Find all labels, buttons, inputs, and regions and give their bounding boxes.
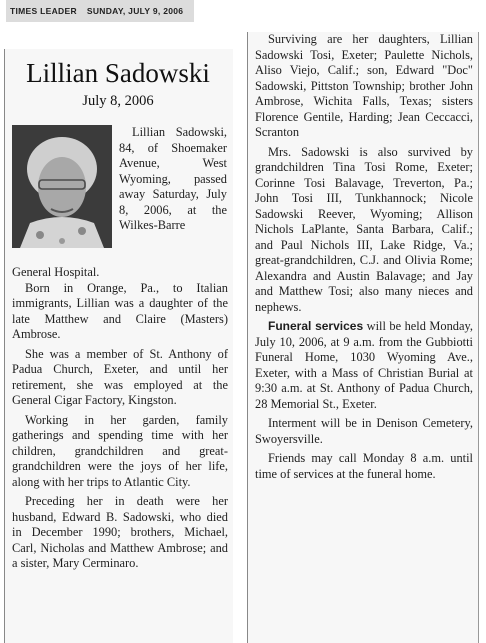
newspaper-name: TIMES LEADER xyxy=(10,6,77,16)
obituary-date: July 8, 2006 xyxy=(82,93,154,109)
obituary-name: Lillian Sadowski xyxy=(26,58,210,88)
portrait-illustration xyxy=(12,125,112,248)
funeral-label: Funeral services xyxy=(268,319,364,333)
obituary-intro: Lillian Sadowski, 84, of Shoemaker Avenue, West Wyoming, passed away Saturday, July 8, 2006, at the Wilkes-Barre xyxy=(119,125,227,232)
paragraph: Interment will be in Denison Cemetery, Swoyersville. xyxy=(255,416,473,446)
obituary-left-text xyxy=(12,265,228,572)
paragraph: Working in her garden, family gatherings and spending time with her children, grandchildren and great-grandchildren were the joys of her life, along with her trips to Atlantic City. xyxy=(12,412,228,489)
paragraph: Surviving are her daughters, Lillian Sadowski Tosi, Exeter; Paulette Nichols, Aliso Viejo, Calif.; son, Edward "Doc" Sadowski, Pittston Township; brother John Ambrose, Wichita Falls, Texas; sisters Florence Gentile, Harding; Jean Ceccacci, Scranton xyxy=(255,32,473,139)
newspaper-masthead xyxy=(6,0,194,22)
paragraph: General Hospital. xyxy=(12,265,100,279)
obituary-right-text xyxy=(255,32,473,482)
paragraph: Friends may call Monday 8 a.m. until time of services at the funeral home. xyxy=(255,451,473,481)
paragraph: She was a member of St. Anthony of Padua Church, Exeter, and until her retirement, she was employed at the General Cigar Factory, Kingston. xyxy=(12,346,228,407)
funeral-text: will be held Monday, July 10, 2006, at 9 a.m. from the Gubbiotti Funeral Home, 1030 Wyoming Ave., Exeter, with a Mass of Christian Burial at 9:30 a.m. at St. Anthony of Padua Church, 28 Memorial St., Exeter. xyxy=(255,319,473,411)
portrait-photo xyxy=(12,125,112,248)
paragraph: Mrs. Sadowski is also survived by grandchildren Tina Tosi Rome, Exeter; Corinne Tosi Balavage, Treverton, Pa.; John Tosi III, Tunkhannock; Nicole Sadowski Reever, Wyoming; Allison Nichols LaPlante, Santa Barbara, Calif.; and Paul Nichols III, Lake Ridge, Va.; great-grandchildren, C.J. and Olivia Rome; Alexandra and Austin Balavage; and Jay and Matthew Tosi; also many nieces and nephews. xyxy=(255,144,473,314)
paragraph: Preceding her in death were her husband, Edward B. Sadowski, who died in December 1990; brothers, Michael, Carl, Nicholas and Matthew Ambrose; and a sister, Mary Cerminaro. xyxy=(12,494,228,570)
funeral-paragraph xyxy=(255,319,473,412)
newspaper-date: SUNDAY, JULY 9, 2006 xyxy=(86,6,184,16)
paragraph: Born in Orange, Pa., to Italian immigrants, Lillian was a daughter of the late Matthew and Claire (Masters) Ambrose. xyxy=(12,280,228,341)
